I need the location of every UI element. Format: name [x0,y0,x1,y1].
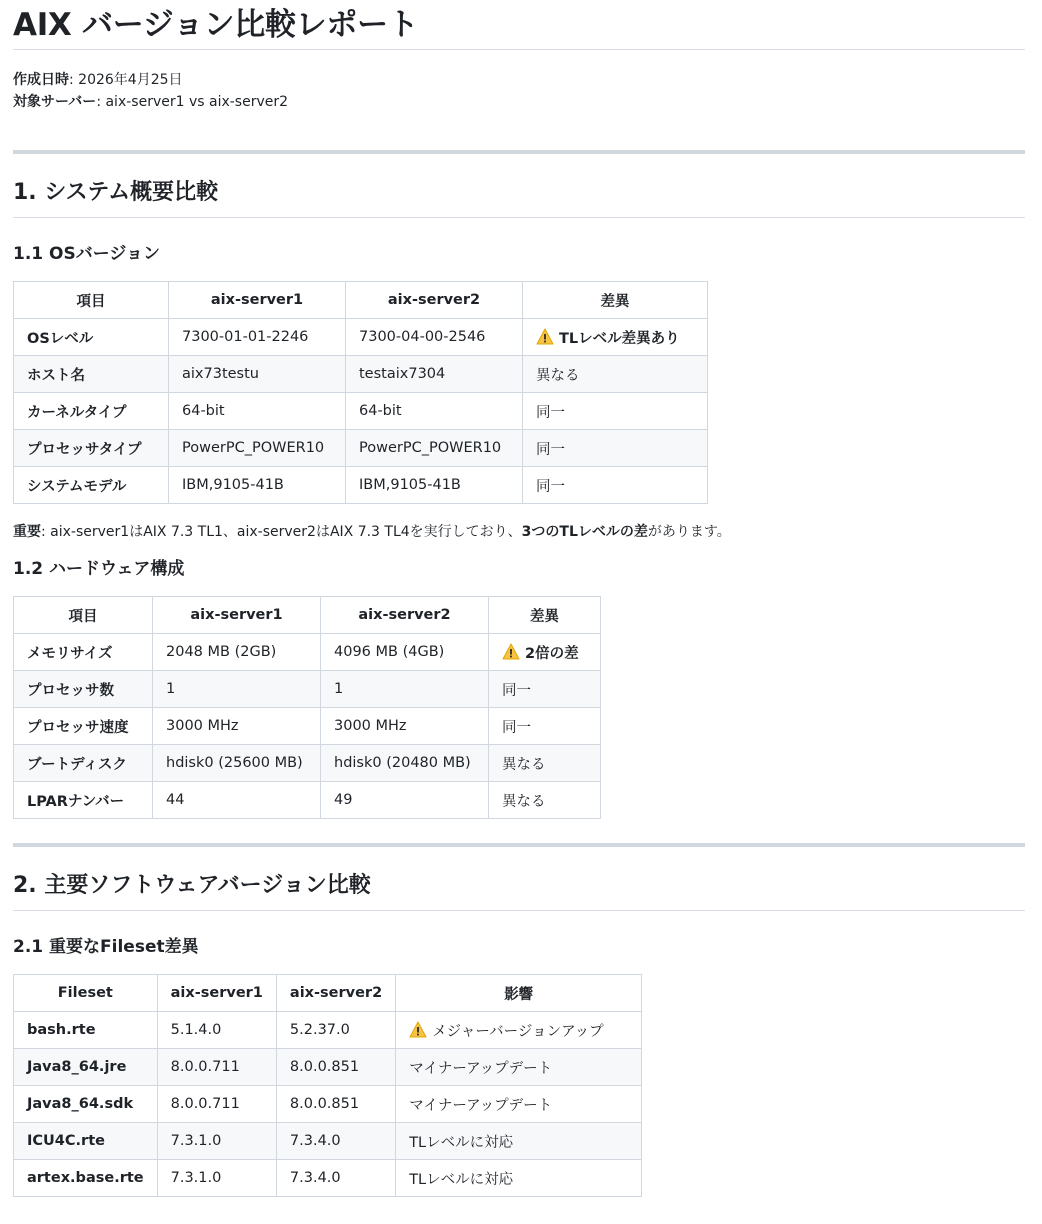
column-header: aix-server1 [169,282,346,319]
column-header: aix-server2 [346,282,523,319]
table-header-row [14,975,642,1012]
meta-created [13,69,1025,91]
row-server2-value: 7.3.4.0 [276,1123,395,1160]
row-diff: 同一 [523,393,708,430]
row-diff: 同一 [523,430,708,467]
row-server2-value: 1 [321,671,489,708]
table-row [14,782,601,819]
diff-text: TLレベル差異あり [559,330,680,347]
row-impact [396,1012,642,1049]
row-server2-value: 8.0.0.851 [276,1049,395,1086]
row-server1-value: 5.1.4.0 [157,1012,276,1049]
table-row [14,393,708,430]
note-tail: があります。 [647,524,731,540]
table-row [14,467,708,504]
warning-icon [409,1021,427,1038]
row-server1-value: 7.3.1.0 [157,1123,276,1160]
table-row [14,356,708,393]
row-server2-value: IBM,9105-41B [346,467,523,504]
row-item: OSレベル [14,319,169,356]
meta-servers-label: 対象サーバー [13,94,97,110]
row-server1-value: 1 [153,671,321,708]
row-diff: 同一 [489,708,601,745]
row-server2-value: 7.3.4.0 [276,1160,395,1197]
meta-servers [13,91,1025,113]
section-divider [13,843,1025,847]
section-heading-system: 1. システム概要比較 [13,178,1025,218]
subsection-heading-fileset: 2.1 重要なFileset差異 [13,937,199,957]
column-header: 差異 [523,282,708,319]
row-server2-value: PowerPC_POWER10 [346,430,523,467]
table-row [14,1123,642,1160]
table-row [14,671,601,708]
row-server2-value: 8.0.0.851 [276,1086,395,1123]
row-server1-value: hdisk0 (25600 MB) [153,745,321,782]
column-header: 項目 [14,597,153,634]
column-header: aix-server1 [153,597,321,634]
row-item: プロセッサタイプ [14,430,169,467]
row-item: artex.base.rte [14,1160,158,1197]
impact-text: メジャーバージョンアップ [432,1023,604,1040]
row-server1-value: 2048 MB (2GB) [153,634,321,671]
table-row [14,634,601,671]
row-server1-value: 8.0.0.711 [157,1049,276,1086]
row-diff: 同一 [523,467,708,504]
row-impact: マイナーアップデート [396,1086,642,1123]
column-header: aix-server2 [321,597,489,634]
hardware-table [13,596,601,819]
section-divider [13,150,1025,154]
row-item: カーネルタイプ [14,393,169,430]
row-server2-value: 3000 MHz [321,708,489,745]
table-row [14,319,708,356]
warning-icon [502,643,520,660]
row-server1-value: aix73testu [169,356,346,393]
meta-servers-value: : aix-server1 vs aix-server2 [96,94,289,110]
fileset-table [13,974,642,1197]
row-diff [523,319,708,356]
row-server2-value: testaix7304 [346,356,523,393]
row-item: ブートディスク [14,745,153,782]
table-header-row [14,597,601,634]
row-item: プロセッサ速度 [14,708,153,745]
meta-created-label: 作成日時 [13,72,69,88]
row-server1-value: IBM,9105-41B [169,467,346,504]
row-server1-value: 44 [153,782,321,819]
table-row [14,745,601,782]
row-diff: 異なる [489,782,601,819]
row-item: メモリサイズ [14,634,153,671]
note-text: : aix-server1はAIX 7.3 TL1、aix-server2はAIX 7.3 TL4を実行しており、 [41,524,522,540]
row-server1-value: PowerPC_POWER10 [169,430,346,467]
row-server2-value: 7300-04-00-2546 [346,319,523,356]
row-item: プロセッサ数 [14,671,153,708]
row-server1-value: 7.3.1.0 [157,1160,276,1197]
column-header: 項目 [14,282,169,319]
row-item: Java8_64.jre [14,1049,158,1086]
diff-text: 2倍の差 [525,645,579,662]
os-version-table [13,281,708,504]
column-header: 影響 [396,975,642,1012]
row-item: システムモデル [14,467,169,504]
row-server1-value: 8.0.0.711 [157,1086,276,1123]
subsection-heading-os: 1.1 OSバージョン [13,244,161,264]
page-title: AIX バージョン比較レポート [13,0,1025,50]
row-server1-value: 7300-01-01-2246 [169,319,346,356]
note-emphasis: 3つのTLレベルの差 [521,524,648,540]
table-header-row [14,282,708,319]
row-diff: 異なる [523,356,708,393]
row-diff [489,634,601,671]
important-note [13,521,1025,543]
note-label: 重要 [13,524,41,540]
table-row [14,430,708,467]
column-header: 差異 [489,597,601,634]
section-heading-software: 2. 主要ソフトウェアバージョン比較 [13,871,1025,911]
row-item: Java8_64.sdk [14,1086,158,1123]
table-row [14,1160,642,1197]
row-server2-value: 49 [321,782,489,819]
meta-created-value: : 2026年4月25日 [69,72,183,88]
row-server1-value: 64-bit [169,393,346,430]
row-item: ホスト名 [14,356,169,393]
column-header: aix-server1 [157,975,276,1012]
table-row [14,1012,642,1049]
row-server1-value: 3000 MHz [153,708,321,745]
row-diff: 同一 [489,671,601,708]
row-impact: TLレベルに対応 [396,1123,642,1160]
row-item: LPARナンバー [14,782,153,819]
row-server2-value: hdisk0 (20480 MB) [321,745,489,782]
report-meta [13,69,1025,113]
row-server2-value: 64-bit [346,393,523,430]
row-item: ICU4C.rte [14,1123,158,1160]
row-impact: TLレベルに対応 [396,1160,642,1197]
subsection-heading-hardware: 1.2 ハードウェア構成 [13,559,185,579]
row-diff: 異なる [489,745,601,782]
row-impact: マイナーアップデート [396,1049,642,1086]
table-row [14,1049,642,1086]
table-row [14,708,601,745]
row-server2-value: 5.2.37.0 [276,1012,395,1049]
column-header: Fileset [14,975,158,1012]
table-row [14,1086,642,1123]
row-item: bash.rte [14,1012,158,1049]
row-server2-value: 4096 MB (4GB) [321,634,489,671]
column-header: aix-server2 [276,975,395,1012]
warning-icon [536,328,554,345]
